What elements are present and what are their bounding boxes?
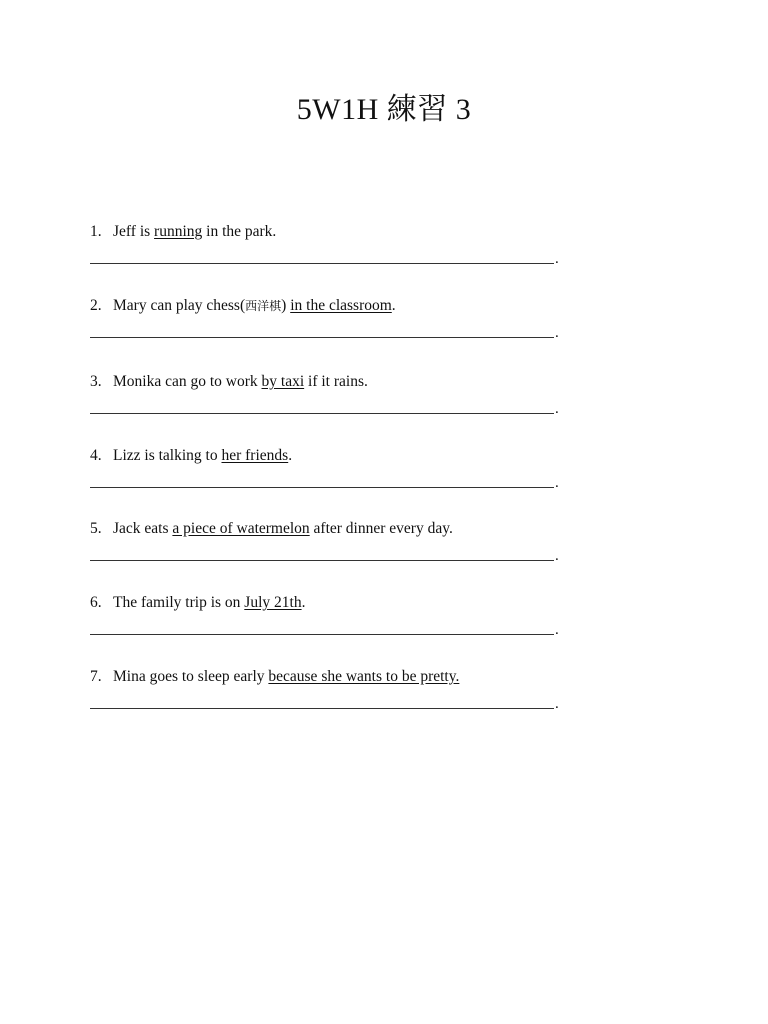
underlined-phrase: by taxi [261,373,305,390]
question-2 [90,296,570,341]
answer-line[interactable] [90,487,554,488]
answer-line[interactable] [90,560,554,561]
question-text [90,667,570,687]
worksheet-title: 5W1H 練習 3 [296,93,472,126]
question-number: 5. [90,520,102,537]
underlined-phrase: because she wants to be pretty. [268,668,460,685]
question-text [90,519,570,539]
question-number: 1. [90,223,102,240]
question-6 [90,593,570,638]
answer-line[interactable] [90,634,554,635]
answer-line-period: . [555,401,559,417]
question-text-part: Mary can play chess( [113,297,246,314]
question-1 [90,222,570,267]
question-text-part: if it rains. [304,373,368,390]
answer-line[interactable] [90,413,554,414]
question-text-part: Monika can go to work [113,373,262,390]
question-text-part: The family trip is on [113,594,245,611]
question-number: 3. [90,373,102,390]
question-text [90,593,570,613]
answer-line[interactable] [90,337,554,338]
question-text-part: . [288,447,293,464]
answer-line-period: . [555,325,559,341]
question-text-part: Lizz is talking to [113,447,222,464]
question-text-part: in the park. [202,223,277,240]
question-text-part: . [391,297,396,314]
question-text-part: ) [281,297,291,314]
question-4 [90,446,570,491]
question-text-part: . [301,594,306,611]
question-7 [90,667,570,712]
chinese-gloss: 西洋棋 [245,299,282,313]
question-number: 2. [90,297,102,314]
question-text-part: Jeff is [113,223,155,240]
question-3 [90,372,570,417]
question-number: 7. [90,668,102,685]
question-5 [90,519,570,564]
question-text [90,446,570,466]
question-text-part: after dinner every day. [309,520,453,537]
underlined-phrase: July 21th [244,594,302,611]
question-text-part: Jack eats [113,520,173,537]
answer-line-period: . [555,696,559,712]
answer-line-period: . [555,475,559,491]
question-text-part: Mina goes to sleep early [113,668,269,685]
underlined-phrase: a piece of watermelon [172,520,310,537]
question-number: 4. [90,447,102,464]
question-text [90,372,570,392]
question-text [90,222,570,242]
underlined-phrase: her friends [221,447,289,464]
underlined-phrase: in the classroom [290,297,392,314]
question-text [90,296,570,316]
answer-line[interactable] [90,263,554,264]
answer-line-period: . [555,622,559,638]
question-number: 6. [90,594,102,611]
answer-line-period: . [555,251,559,267]
answer-line-period: . [555,548,559,564]
answer-line[interactable] [90,708,554,709]
underlined-phrase: running [154,223,203,240]
